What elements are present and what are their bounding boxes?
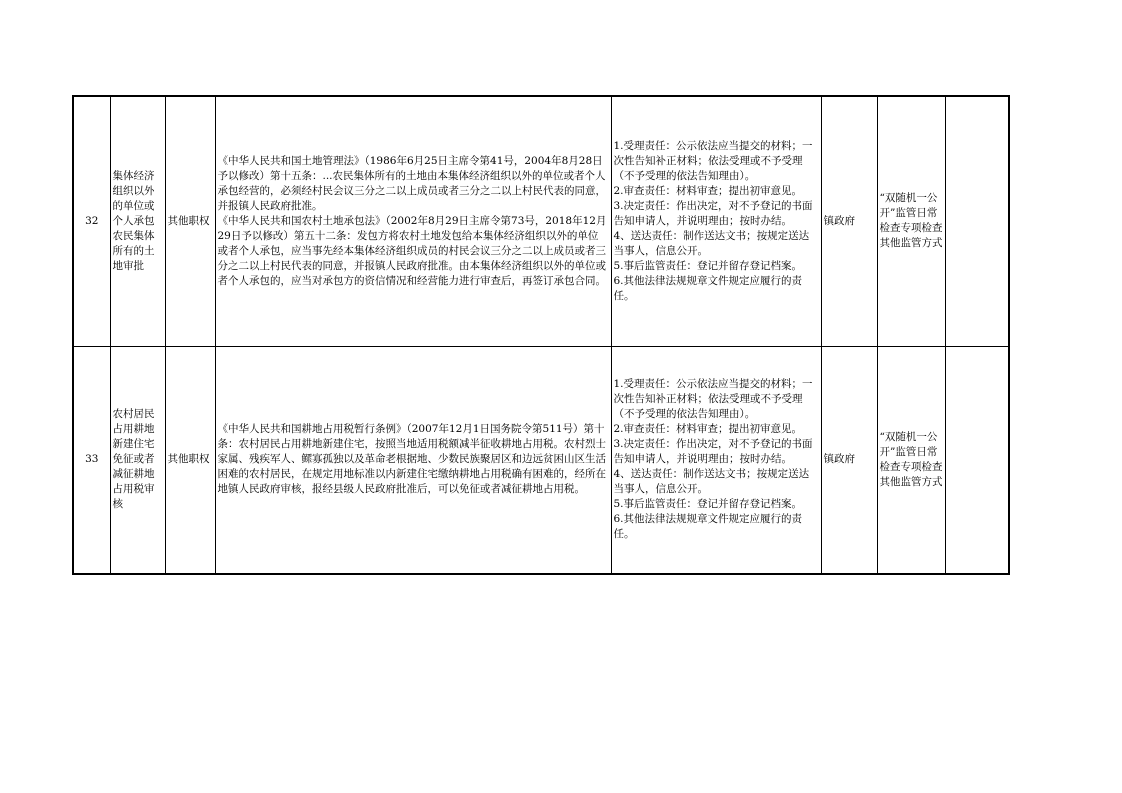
department: 镇政府	[821, 346, 877, 574]
supervision-method: “双随机一公开”监管日常检查专项检查其他监管方式	[877, 346, 945, 574]
legal-basis-paragraph: 《中华人民共和国土地管理法》（1986年6月25日主席令第41号，2004年8月28日予以修改）第十五条：...农民集体所有的土地由本集体经济组织以外的单位或者个人承包经营的，必须经村民会议三分之二以上成员或者三分之二以上村民代表的同意，并报镇人民政府批准。	[217, 154, 606, 212]
legal-basis-paragraph: 《中华人民共和国耕地占用税暂行条例》（2007年12月1日国务院令第511号）第十条：农村居民占用耕地新建住宅，按照当地适用税额减半征收耕地占用税。农村烈士家属、残疾军人、鳏寡孤独以及革命老根据地、少数民族聚居区和边远贫困山区生活困难的农村居民，在规定用地标准以内新建住宅缴纳耕地占用税确有困难的，经所在地镇人民政府审核，报经县级人民政府批准后，可以免征或者减征耕地占用税。	[217, 423, 606, 496]
power-type: 其他职权	[165, 96, 215, 346]
responsibility-item: 5.事后监管责任：登记并留存登记档案。	[613, 498, 803, 511]
legal-basis	[215, 346, 611, 574]
responsibility-item: 5.事后监管责任：登记并留存登记档案。	[613, 259, 803, 272]
responsibility-item: 3.决定责任：作出决定，对不予登记的书面告知申请人，并说明理由；按时办结。	[613, 199, 813, 227]
table-row	[73, 96, 1009, 346]
responsibility-item: 2.审查责任：材料审查；提出初审意见。	[613, 184, 803, 197]
supervision-method: “双随机一公开”监管日常检查专项检查其他监管方式	[877, 96, 945, 346]
legal-basis	[215, 96, 611, 346]
row-number: 32	[73, 96, 110, 346]
power-list-table	[72, 95, 1010, 575]
responsibility-item: 1.受理责任：公示依法应当提交的材料；一次性告知补正材料；依法受理或不予受理（不予受理的依法告知理由）。	[613, 139, 813, 182]
item-name: 农村居民占用耕地新建住宅免征或者减征耕地占用税审核	[110, 346, 165, 574]
responsibility-list	[611, 96, 821, 346]
power-type: 其他职权	[165, 346, 215, 574]
remark-cell	[945, 346, 1009, 574]
responsibility-item: 4、送达责任：制作送达文书；按规定送达当事人，信息公开。	[613, 468, 810, 496]
remark-cell	[945, 96, 1009, 346]
item-name: 集体经济组织以外的单位或个人承包农民集体所有的土地审批	[110, 96, 165, 346]
responsibility-item: 1.受理责任：公示依法应当提交的材料；一次性告知补正材料；依法受理或不予受理（不予受理的依法告知理由）。	[613, 378, 813, 421]
row-number: 33	[73, 346, 110, 574]
department: 镇政府	[821, 96, 877, 346]
responsibility-list	[611, 346, 821, 574]
responsibility-item: 2.审查责任：材料审查；提出初审意见。	[613, 423, 803, 436]
responsibility-item: 6.其他法律法规规章文件规定应履行的责任。	[613, 274, 803, 302]
table-row	[73, 346, 1009, 574]
legal-basis-paragraph: 《中华人民共和国农村土地承包法》（2002年8月29日主席令第73号，2018年12月29日予以修改）第五十二条：发包方将农村土地发包给本集体经济组织以外的单位或者个人承包，应当事先经本集体经济组织成员的村民会议三分之二以上成员或者三分之二以上村民代表的同意，并报镇人民政府批准。由本集体经济组织以外的单位或者个人承包的，应当对承包方的资信情况和经营能力进行审查后，再签订承包合同。	[217, 214, 607, 287]
responsibility-item: 4、送达责任：制作送达文书；按规定送达当事人，信息公开。	[613, 229, 810, 257]
responsibility-item: 6.其他法律法规规章文件规定应履行的责任。	[613, 513, 803, 541]
responsibility-item: 3.决定责任：作出决定，对不予登记的书面告知申请人，并说明理由；按时办结。	[613, 438, 813, 466]
